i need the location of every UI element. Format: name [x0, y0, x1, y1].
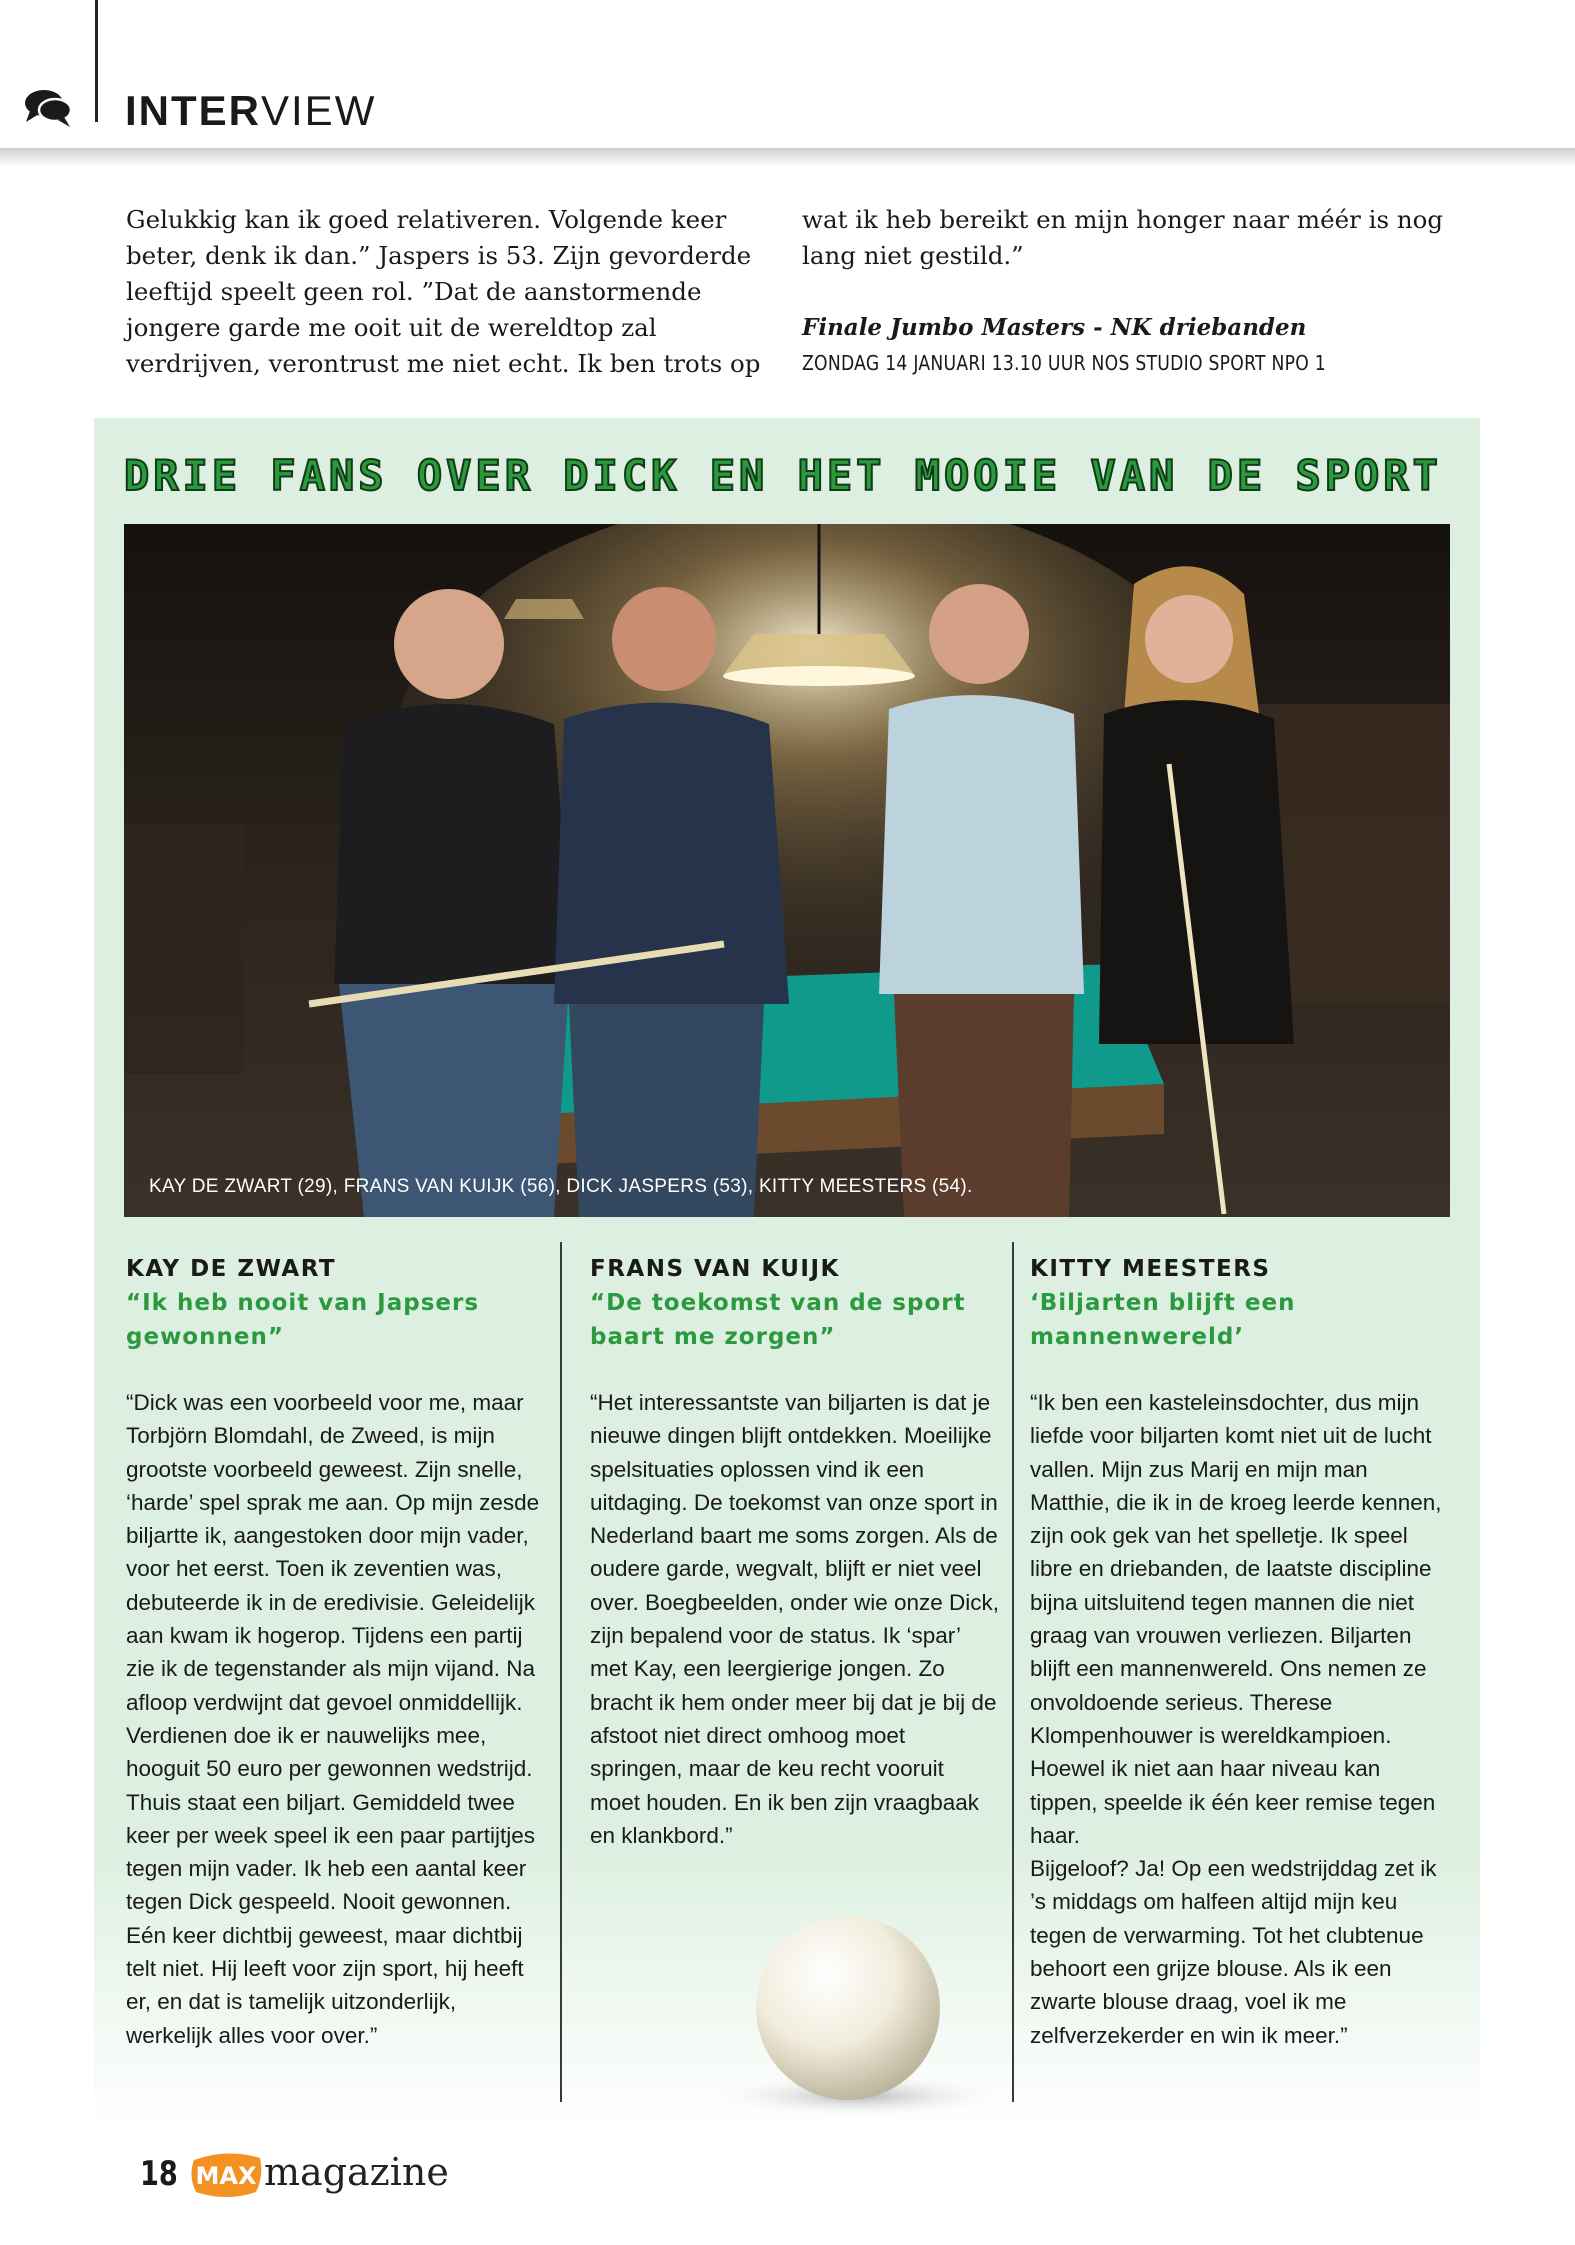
section-title — [125, 86, 376, 136]
fan-quote: “Ik heb nooit van Japsers gewonnen” — [126, 1290, 480, 1350]
section-title-light: VIEW — [261, 87, 377, 134]
group-photo — [124, 524, 1450, 1217]
intro-right-column — [802, 202, 1462, 380]
fan-column-frans — [590, 1252, 1000, 1852]
fan-paragraph: Bijgeloof? Ja! Op een wedstrijddag zet ik ’s middags om halfeen altijd mijn keu tegen de verwarming. Tot het clubtenue behoort een grijze blouse. Als ik een zwarte blouse draag, voel ik me zelfverzekerder en win ik meer.” — [1030, 1856, 1437, 2048]
max-logo-text: MAX — [195, 2162, 257, 2190]
fan-name: KITTY MEESTERS — [1030, 1256, 1271, 1282]
fan-text — [1030, 1386, 1450, 2052]
fan-quote: “De toekomst van de sport baart me zorgen” — [590, 1290, 966, 1350]
fan-name: FRANS VAN KUIJK — [590, 1256, 840, 1282]
fans-box — [94, 418, 1480, 2130]
fan-paragraph: “Het interessantste van biljarten is dat je nieuwe dingen blijft ontdekken. Moeilijke spelsituaties oplossen vind ik een uitdaging. De toekomst van onze sport in Nederland baart me soms zorgen. Als de oudere garde, wegvalt, blijft er niet veel over. Boegbeelden, onder wie onze Dick, zijn bepalend voor de status. Ik ‘spar’ met Kay, een leergierige jongen. Zo bracht ik hem onder meer bij dat je bij de afstoot niet direct omhoog moet springen, maar de keu recht vooruit moet houden. En ik ben zijn vraagbaak en klankbord.” — [590, 1390, 1000, 1848]
fan-quote: ‘Biljarten blijft een mannenwereld’ — [1030, 1290, 1296, 1350]
fan-text — [126, 1386, 546, 2052]
intro-right-text: wat ik heb bereikt en mijn honger naar méér is nog lang niet gestild.” — [802, 205, 1444, 270]
fan-text — [590, 1386, 1000, 1852]
intro-left-column: Gelukkig kan ik goed relativeren. Volgende keer beter, denk ik dan.” Jaspers is 53. Zijn gevorderde leeftijd speelt geen rol. ”Dat de aanstormende jongere garde me ooit uit de wereldtop zal verdrijven, verontrust me niet echt. Ik ben trots op — [126, 205, 761, 378]
photo-caption: KAY DE ZWART (29), FRANS VAN KUIJK (56), DICK JASPERS (53), KITTY MEESTERS (54). — [149, 1176, 973, 1197]
header-rule — [95, 0, 98, 122]
fan-column-kitty — [1030, 1252, 1450, 2052]
magazine-name: magazine — [264, 2150, 449, 2194]
fan-paragraph: “Ik ben een kasteleinsdochter, dus mijn liefde voor biljarten komt niet uit de lucht vallen. Mijn zus Marij en mijn man Matthie, die ik in de kroeg leerde kennen, zijn ook gek van het spelletje. Ik speel libre en driebanden, de laatste discipline bijna uitsluitend tegen mannen die niet graag van vrouwen verliezen. Biljarten blijft een mannenwereld. Ons nemen ze onvoldoende serieus. Therese Klompenhouwer is wereldkampioen. Hoewel ik niet aan haar niveau kan tippen, speelde ik één keer remise tegen haar. — [1030, 1390, 1442, 1848]
max-logo — [186, 2146, 266, 2202]
broadcast-title: Finale Jumbo Masters - NK driebanden — [802, 314, 1307, 341]
billiard-ball-image — [688, 1896, 1008, 2126]
speech-bubbles-icon — [22, 86, 74, 130]
column-separator — [560, 1242, 562, 2102]
fan-paragraph: “Dick was een voorbeeld voor me, maar Torbjörn Blomdahl, de Zweed, is mijn grootste voorbeeld geweest. Zijn snelle, ‘harde’ spel sprak me aan. Op mijn zesde biljartte ik, aangestoken door mijn vader, voor het eerst. Toen ik zeventien was, debuteerde ik in de eredivisie. Geleidelijk aan kwam ik hogerop. Tijdens een partij zie ik de tegenstander als mijn vijand. Na afloop verdwijnt dat gevoel onmiddellijk. Verdienen doe ik er nauwelijks mee, hooguit 50 euro per gewonnen wedstrijd. Thuis staat een biljart. Gemiddeld twee keer per week speel ik een paar partijtjes tegen mijn vader. Ik heb een aantal keer tegen Dick gespeeld. Nooit gewonnen. Eén keer dichtbij geweest, maar dichtbij telt niet. Hij leeft voor zijn sport, hij heeft er, en dat is tamelijk uitzonderlijk, werkelijk alles voor over.” — [126, 1390, 540, 2048]
broadcast-time: ZONDAG 14 JANUARI 13.10 UUR NOS STUDIO SPORT NPO 1 — [802, 351, 1327, 375]
section-title-bold: INTER — [125, 87, 261, 134]
page-number: 18 — [140, 2154, 178, 2194]
header-shadow — [0, 148, 1575, 166]
fan-column-kay — [126, 1252, 546, 2052]
fan-name: KAY DE ZWART — [126, 1256, 337, 1282]
box-title: DRIE FANS OVER DICK EN HET MOOIE VAN DE SPORT — [124, 451, 1442, 500]
column-separator — [1012, 1242, 1014, 2102]
